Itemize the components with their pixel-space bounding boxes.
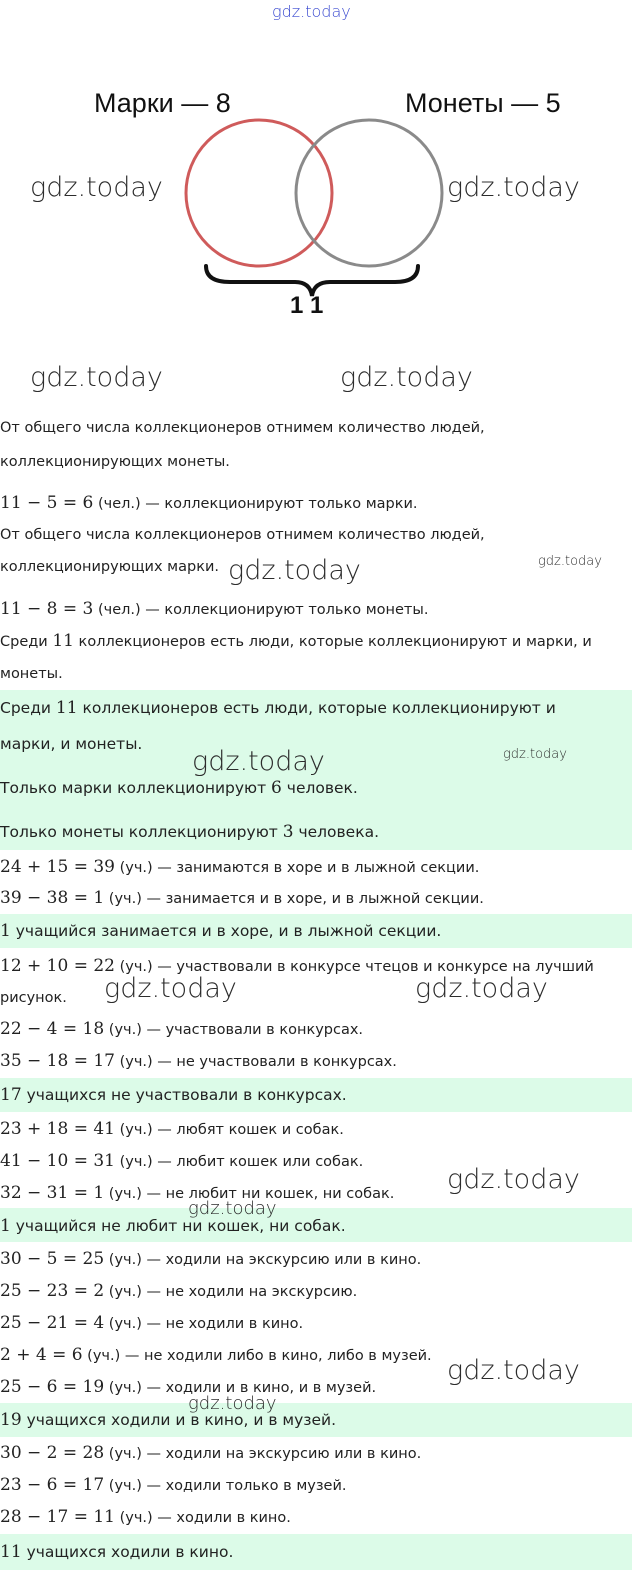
watermark: gdz.today	[188, 1198, 277, 1219]
calc-line: 25 − 23 = 2 (уч.) — не ходили на экскурсию.	[0, 1281, 358, 1301]
answer-line: 17 учащихся не участвовали в конкурсах.	[0, 1085, 347, 1105]
calc-line: 30 − 5 = 25 (уч.) — ходили на экскурсию или в кино.	[0, 1249, 422, 1269]
diagram-left-label: Марки — 8	[94, 88, 231, 118]
text-line: монеты.	[0, 666, 63, 682]
venn-circle-stamps	[186, 120, 332, 266]
calc-line: 35 − 18 = 17 (уч.) — не участвовали в конкурсах.	[0, 1051, 397, 1071]
calc-line: 39 − 38 = 1 (уч.) — занимается и в хоре, и в лыжной секции.	[0, 888, 484, 908]
calc-line	[0, 487, 418, 520]
watermark: gdz.today	[538, 554, 602, 569]
calc-line: 22 − 4 = 18 (уч.) — участвовали в конкурсах.	[0, 1019, 364, 1039]
text-line: Среди 11 коллекционеров есть люди, которые коллекционируют и марки, и	[0, 631, 592, 651]
formula-note: (чел.) — коллекционируют только марки.	[93, 496, 418, 512]
watermark: gdz.today	[228, 555, 361, 586]
answer-line: Только монеты коллекционируют 3 человека.	[0, 822, 380, 842]
answer-line: марки, и монеты.	[0, 735, 143, 753]
text-line: От общего числа коллекционеров отнимем количество людей,	[0, 527, 485, 543]
calc-line: 23 − 6 = 17 (уч.) — ходили только в музей.	[0, 1475, 347, 1495]
watermark: gdz.today	[447, 1164, 580, 1195]
text-line: коллекционирующих марки.	[0, 559, 219, 575]
answer-line: 11 учащихся ходили в кино.	[0, 1542, 234, 1562]
formula: 11 − 8 = 3	[0, 599, 94, 619]
formula-note: (чел.) — коллекционируют только монеты.	[93, 602, 429, 618]
watermark: gdz.today	[447, 172, 580, 203]
calc-line	[0, 593, 428, 626]
diagram-total: 1 1	[290, 292, 324, 319]
watermark: gdz.today	[340, 362, 473, 393]
watermark: gdz.today	[415, 973, 548, 1004]
formula: 11 − 5 = 6	[0, 493, 94, 513]
calc-line: 12 + 10 = 22 (уч.) — участвовали в конкурсе чтецов и конкурсе на лучший	[0, 956, 594, 976]
answer-line: 19 учащихся ходили и в кино, и в музей.	[0, 1410, 337, 1430]
watermark: gdz.today	[30, 172, 163, 203]
venn-diagram	[0, 0, 632, 330]
calc-line: 32 − 31 = 1 (уч.) — не любит ни кошек, ни собак.	[0, 1183, 395, 1203]
text-line: рисунок.	[0, 990, 67, 1006]
watermark: gdz.today	[104, 973, 237, 1004]
watermark: gdz.today	[447, 1355, 580, 1386]
calc-line: 30 − 2 = 28 (уч.) — ходили на экскурсию или в кино.	[0, 1443, 422, 1463]
calc-line: 25 − 6 = 19 (уч.) — ходили и в кино, и в музей.	[0, 1377, 377, 1397]
watermark: gdz.today	[30, 362, 163, 393]
calc-line: 28 − 17 = 11 (уч.) — ходили в кино.	[0, 1507, 291, 1527]
venn-circle-coins	[296, 120, 442, 266]
answer-line: 1 учащийся занимается и в хоре, и в лыжной секции.	[0, 921, 442, 941]
watermark-top: gdz.today	[272, 2, 351, 21]
diagram-right-label: Монеты — 5	[405, 88, 561, 118]
watermark: gdz.today	[188, 1393, 277, 1414]
answer-line: 1 учащийся не любит ни кошек, ни собак.	[0, 1216, 346, 1236]
watermark: gdz.today	[192, 746, 325, 777]
calc-line: 41 − 10 = 31 (уч.) — любит кошек или собак.	[0, 1151, 364, 1171]
calc-line: 23 + 18 = 41 (уч.) — любят кошек и собак.	[0, 1119, 344, 1139]
calc-line: 2 + 4 = 6 (уч.) — не ходили либо в кино, либо в музей.	[0, 1345, 432, 1365]
calc-line: 25 − 21 = 4 (уч.) — не ходили в кино.	[0, 1313, 304, 1333]
text-line: От общего числа коллекционеров отнимем количество людей,	[0, 420, 485, 436]
watermark: gdz.today	[503, 747, 567, 762]
text-line: коллекционирующих монеты.	[0, 454, 230, 470]
calc-line: 24 + 15 = 39 (уч.) — занимаются в хоре и в лыжной секции.	[0, 857, 480, 877]
answer-line: Только марки коллекционируют 6 человек.	[0, 778, 358, 798]
answer-line: Среди 11 коллекционеров есть люди, которые коллекционируют и	[0, 698, 556, 718]
